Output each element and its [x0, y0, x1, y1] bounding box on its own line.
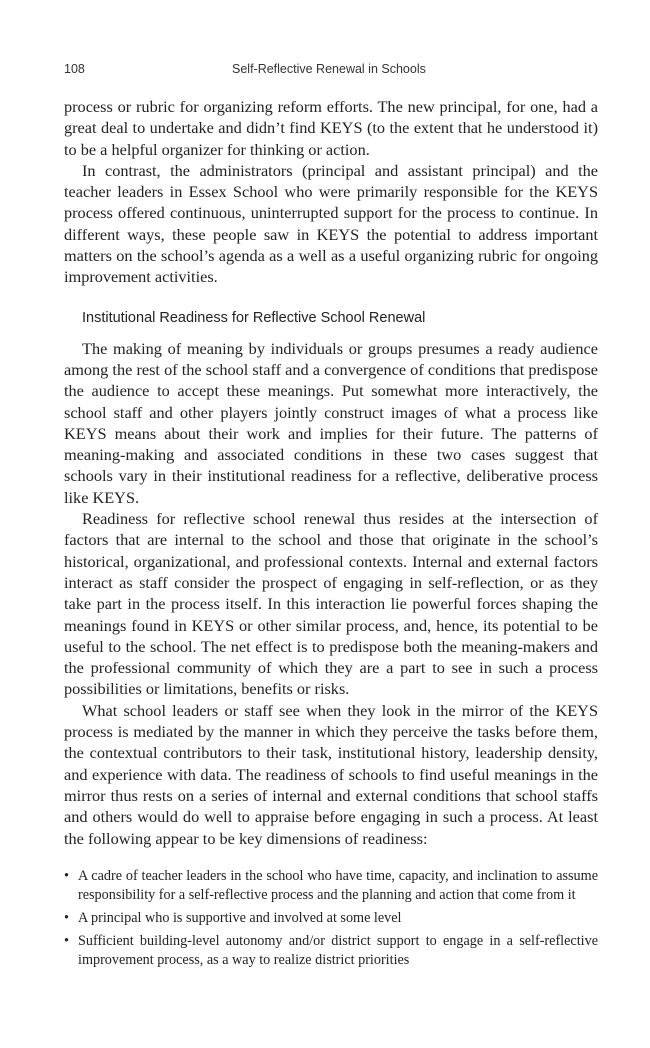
bullet-icon: • — [64, 867, 69, 884]
list-item-text: A principal who is supportive and involved at some level — [78, 909, 402, 926]
section-heading: Institutional Readiness for Reflective School Renewal — [82, 309, 426, 326]
paragraph-continued: process or rubric for organizing reform efforts. The new principal, for one, had a great deal to undertake and didn’t find KEYS (to the extent that he understood it) to be a helpful organizer for thinking or action. — [64, 97, 598, 159]
running-title: Self-Reflective Renewal in Schools — [232, 62, 426, 76]
bullet-icon: • — [64, 909, 69, 926]
section-body — [64, 338, 598, 849]
list-item-text: A cadre of teacher leaders in the school who have time, capacity, and inclination to assume responsibility for a self-reflective process and the planning and action that come from it — [78, 867, 598, 903]
list-item — [64, 867, 598, 905]
body-text — [64, 96, 598, 974]
paragraph: Readiness for reflective school renewal thus resides at the intersection of factors that are internal to the school and those that originate in the school’s historical, organizational, and professional contexts. Internal and external factors interact as staff consider the prospect of engaging in self-reflection, or as they take part in the process itself. In this interaction lie powerful forces shaping the meanings found in KEYS or other similar process, and, hence, its potential to be useful to the school. The net effect is to predispose both the meaning-makers and the professional community of which they are a part to see in such a process possibilities or limitations, benefits or risks. — [64, 509, 598, 699]
paragraph: The making of meaning by individuals or groups presumes a ready audience among the rest of the school staff and a convergence of conditions that predispose the audience to accept these meanings. Put somewhat more interactively, the school staff and other players jointly construct images of what a process like KEYS means about their work and implies for their future. The patterns of meaning-making and associated conditions in these two cases suggest that schools vary in their institutional readiness for a reflective, deliberative process like KEYS. — [64, 338, 598, 507]
paragraph: In contrast, the administrators (principal and assistant principal) and the teacher leaders in Essex School who were primarily responsible for the KEYS process offered continuous, uninterrupted support for the process to continue. In different ways, these people saw in KEYS the potential to address important matters on the school’s agenda as a well as a useful organizing rubric for ongoing improvement activities. — [64, 160, 598, 287]
running-header — [64, 62, 598, 82]
paragraph: What school leaders or staff see when they look in the mirror of the KEYS process is mediated by the manner in which they perceive the tasks before them, the contextual contributors to their task, institutional history, leadership density, and experience with data. The readiness of schools to find useful meanings in the mirror thus rests on a series of internal and external conditions that school staffs and others would do well to appraise before engaging in such a process. At least the following appear to be key dimensions of readiness: — [64, 700, 598, 848]
list-item-text: Sufficient building-level autonomy and/or district support to engage in a self-reflective improvement process, as a way to realize district priorities — [78, 932, 598, 968]
list-item — [64, 932, 598, 970]
list-item — [64, 909, 598, 928]
page-number: 108 — [64, 62, 85, 76]
readiness-list — [64, 867, 598, 970]
bullet-icon: • — [64, 932, 69, 949]
